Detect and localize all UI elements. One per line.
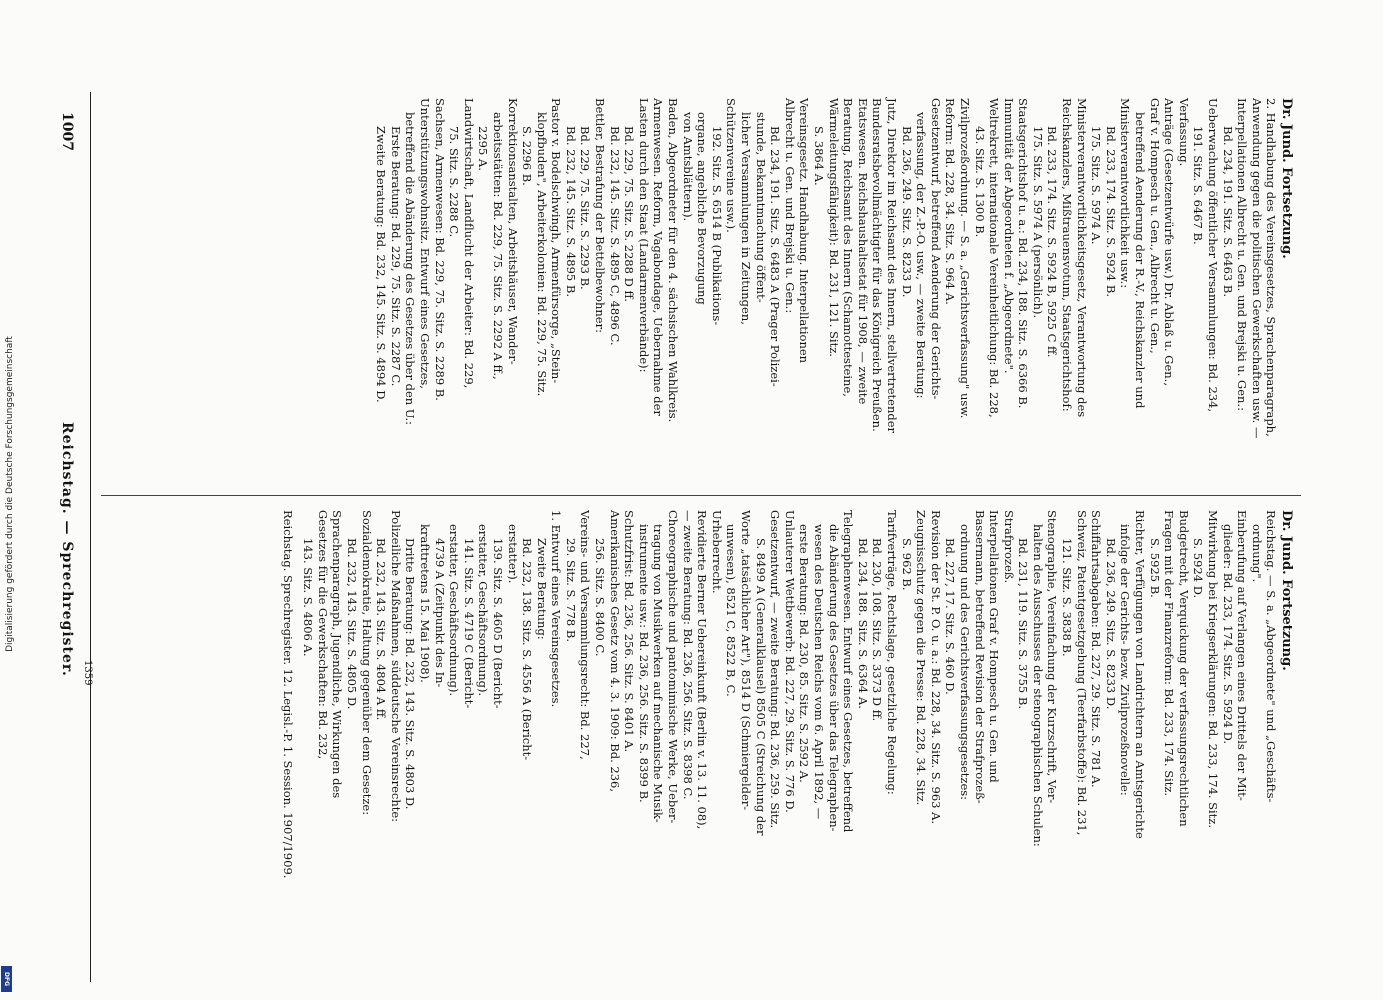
index-line: Gesetzentwurf, betreffend Aenderung der Gerichts-: [928, 98, 943, 400]
index-line: Interpellationen Albrecht u. Gen. und Brejski u. Gen.:: [1235, 98, 1250, 411]
index-line: erste Beratung: Bd. 230, 85. Sitz. S. 2592 A.: [797, 524, 812, 783]
index-line: Ministerverantwortlichkeitsgesetz, Verantwortung des: [1074, 98, 1089, 418]
index-line: instrumente usw.: Bd. 236, 256. Sitz. S. 8399 B.: [636, 524, 651, 803]
index-line: Bd. 229, 75. Sitz. S. 2288 D ff.: [622, 126, 637, 302]
index-line: Bd. 232, 143. Sitz. S. 4804 A ff.: [374, 538, 389, 721]
index-line: 1. Entwurf eines Vereinsgesetzes.: [549, 510, 564, 708]
index-line: 256. Sitz. S. 8400 C.: [593, 538, 608, 657]
running-head: Reichstag. — Sprechregister.: [59, 422, 75, 677]
index-line: Lasten durch den Staat (Landarmenverbände):: [636, 98, 651, 373]
index-line: stunde, Bekanntmachung öffent-: [753, 112, 768, 303]
index-line: S. 3864 A.: [812, 126, 826, 186]
index-line: infolge der Gerichts- bezw. Zivilprozeßnovelle:: [1118, 524, 1133, 796]
index-line: Dritte Beratung: Bd. 232, 143. Sitz. S. 4803 D.: [403, 538, 418, 810]
index-line: Zivilprozeßordnung. — S. a. „Gerichtsverfassung" usw.: [957, 98, 972, 419]
index-line: krafttretens 15. Mai 1908).: [417, 524, 432, 683]
index-line: Gesetzentwurf, — zweite Beratung: Bd. 236, 259. Sitz.: [768, 510, 783, 829]
left-column: [374, 98, 1293, 488]
index-line: 141. Sitz. S. 4719 C (Bericht-: [461, 538, 476, 709]
index-line: Worte „tatsächlicher Art"), 8514 D (Schmiergelder-: [739, 510, 754, 811]
index-line: Beratung, Reichsamt des Innern (Schamottesteine,: [841, 98, 856, 397]
index-line: Bd. 232, 145. Sitz. S. 4895 B.: [563, 126, 578, 298]
index-line: Zweite Beratung:: [534, 538, 549, 640]
index-line: Vereins- und Versammlungsrecht: Bd. 227,: [578, 510, 593, 760]
index-line: Weltrekrett, internationale Vereinheitlichung: Bd. 228,: [987, 98, 1002, 418]
index-line: Ueberwachung öffentlicher Versammlungen: Bd. 234,: [1206, 98, 1221, 413]
left-column-entries: [374, 98, 1279, 488]
index-line: Bd. 229, 75. Sitz. S. 2293 B.: [578, 126, 593, 290]
index-line: Einberufung auf Verlangen eines Drittels der Mit-: [1235, 510, 1250, 801]
index-line: erstatter, Geschäftsordnung).: [476, 524, 491, 697]
index-line: Staatsgerichtshof u. a.: Bd. 234, 188. Sitz. S. 6366 B.: [1016, 98, 1031, 409]
index-line: organe, angebliche Bevorzugung: [695, 112, 710, 305]
index-line: tragung von Musikwerken auf mechanische Musik-: [651, 524, 666, 823]
index-line: Zweite Beratung: Bd. 232, 145. Sitz. S. 4894 D.: [374, 126, 389, 403]
index-line: betreffend Aenderung der R.-V., Reichskanzler und: [1133, 112, 1148, 409]
index-line: Verfassung.: [1176, 98, 1191, 167]
index-line: Mitwirkung bei Kriegserklärungen: Bd. 233, 174. Sitz.: [1206, 510, 1221, 828]
index-line: Vereinsgesetz. Handhabung. Interpellationen: [797, 98, 812, 364]
index-line: erstatter, Geschäftsordnung).: [447, 524, 462, 697]
index-line: Bd. 227, 17. Sitz. S. 460 D.: [943, 538, 958, 695]
index-line: Bd. 231, 119. Sitz. S. 3755 B.: [1016, 538, 1031, 710]
index-line: glieder: Bd. 233, 174. Sitz. S. 5924 D.: [1220, 524, 1235, 745]
index-line: Anwendung gegen die politischen Gewerkschaften usw. —: [1249, 98, 1264, 439]
index-line: — zweite Beratung: Bd. 236, 256. Sitz. S. 8398 C.: [680, 510, 695, 800]
index-line: S. 2296 B.: [520, 126, 535, 186]
index-line: Interpellationen Graf v. Hompesch u. Gen. und: [987, 510, 1002, 783]
index-line: Pastor v. Bodelschwingh, Armenfürsorge, „Stein-: [549, 98, 564, 384]
index-line: Bettler, Bestrafung der Bettelbewohner:: [593, 98, 608, 333]
index-line: Bd. 234, 191. Sitz. S. 6463 B.: [1220, 126, 1235, 298]
index-line: Fragen mit der Finanzreform: Bd. 233, 174. Sitz.: [1162, 510, 1177, 797]
index-line: Sozialdemokratie, Haltung gegenüber dem Gesetze:: [359, 510, 374, 816]
index-line: S. 5924 D.: [1191, 538, 1206, 599]
index-line: 29. Sitz. S. 778 B.: [563, 538, 578, 642]
page-header: [43, 92, 83, 982]
right-column-title: Dr. Jund. Fortsetzung.: [1279, 510, 1294, 671]
index-line: Reform: Bd. 228, 34. Sitz. S. 964 A.: [943, 98, 958, 305]
index-line: Bd. 236, 249. Sitz. S. 8233 D.: [1103, 538, 1118, 710]
index-line: ordnung und des Gerichtsverfassungsgesetzes:: [957, 524, 972, 801]
index-line: 2. Handhabung des Vereinsgesetzes, Sprachenparagraph,: [1264, 98, 1279, 437]
index-line: 192. Sitz. S. 6514 B (Publikations-: [709, 126, 724, 326]
column-divider: [101, 495, 1301, 496]
index-line: Erste Beratung: Bd. 229, 75. Sitz. S. 2287 C.: [388, 126, 403, 387]
index-line: Etatswesen. Reichshaushaltsetat für 1908, — zweite: [855, 98, 870, 405]
index-line: S. 962 B.: [899, 538, 914, 591]
header-rule: [90, 92, 91, 982]
index-line: arbeitsstätten: Bd. 229, 75. Sitz. S. 2292 A ff.,: [490, 112, 505, 380]
index-line: 143. Sitz. S. 4806 A.: [301, 538, 316, 657]
index-line: Bd. 234, 188. Sitz. S. 6364 A.: [855, 538, 870, 709]
dfg-logo: DFG: [1, 966, 12, 992]
index-line: 121. Sitz. S. 3838 B.: [1060, 538, 1075, 657]
index-line: Zeugnisschutz gegen die Presse: Bd. 228, 34. Sitz.: [914, 510, 929, 806]
index-line: Urheberrecht.: [709, 510, 724, 594]
index-line: Sachsen, Armenwesen: Bd. 229, 75. Sitz. S. 2289 B.: [432, 98, 447, 401]
index-line: Polizeiliche Maßnahmen, süddeutsche Vereinsrechte:: [388, 510, 403, 823]
index-line: 191. Sitz. S. 6467 B.: [1191, 126, 1206, 245]
digitization-note: Digitalisierung gefördert durch die Deutsche Forschungsgemeinschaft: [5, 336, 15, 652]
index-line: Bd. 233, 174. Sitz. S. 5924 B.: [1103, 126, 1118, 298]
index-line: Albrecht u. Gen. und Brejski u. Gen.:: [782, 98, 797, 314]
index-line: Amerikanisches Gesetz vom 4. 3. 1909: Bd. 236,: [607, 510, 622, 793]
index-line: Sprachenparagraph, Jugendliche, Wirkungen des: [330, 510, 345, 799]
index-line: Revision der St. P. O. u. a.: Bd. 228, 34. Sitz. S. 963 A.: [928, 510, 943, 825]
index-line: Bd. 236, 249. Sitz. S. 8233 D.: [899, 126, 914, 298]
index-line: Gesetzes für die Gewerkschaften: Bd. 232,: [315, 510, 330, 760]
index-line: Bd. 232, 138. Sitz. S. 4556 A (Bericht-: [520, 538, 535, 761]
index-line: Bd. 233, 174. Sitz. S. 5924 B, 5925 C ff.: [1045, 126, 1060, 358]
index-line: Immunität der Abgeordneten f. „Abgeordnete".: [1001, 98, 1016, 374]
index-line: Baden, Abgeordneter für den 4. sächsischen Wahlkreis.: [666, 98, 681, 423]
column-footer: Reichstag. Sprechregister. 12. Legisl.-P. 1. Session. 1907/1909.: [280, 510, 295, 879]
index-line: Schiffahrtsabgaben: Bd. 227, 29. Sitz. S. 781 A.: [1089, 510, 1104, 788]
index-line: Korrektionsanstalten, Arbeitshäuser, Wander-: [505, 98, 520, 365]
index-line: Schutzfrist: Bd. 236, 256. Sitz. S. 8401 A.: [622, 510, 637, 753]
index-line: unwesen), 8521 C, 8522 B, C.: [724, 524, 739, 697]
index-line: verfassung, der Z.-P.-O. usw., — zweite Beratung:: [914, 112, 929, 399]
index-line: ordnung".: [1249, 524, 1264, 583]
index-line: Graf v. Hompesch u. Gen., Albrecht u. Gen.,: [1147, 98, 1162, 354]
index-line: Bd. 234, 191. Sitz. S. 6483 A (Prager Polizei-: [768, 126, 783, 387]
index-line: Anträge (Gesetzentwürfe usw.) Dr. Ablaß u. Gen.,: [1162, 98, 1177, 386]
index-line: von Amtsblättern).: [680, 112, 695, 222]
index-line: Landwirtschaft, Landflucht der Arbeiter: Bd. 229,: [461, 98, 476, 389]
page-number: 1007: [59, 112, 75, 151]
index-line: klopfbuden", Arbeiterkolonien: Bd. 229, 75. Sitz.: [534, 112, 549, 397]
index-line: Bassermann, betreffend Revision der Strafprozeß-: [972, 510, 987, 804]
index-line: halten des Ausschusses der stenographischen Schulen:: [1030, 524, 1045, 847]
index-line: Unterstützungswohnsitz. Entwurf eines Gesetzes,: [417, 98, 432, 389]
index-line: 4739 A (Zeitpunkt des In-: [432, 538, 447, 688]
index-line: betreffend die Abänderung des Gesetzes über den U.:: [403, 112, 418, 426]
index-line: Bundesratsbevollmächtigter für das Königreich Preußen.: [870, 98, 885, 432]
index-line: Unlauterer Wettbewerb: Bd. 227, 29. Sitz. S. 776 D.: [782, 510, 797, 813]
index-line: Richter, Verfügungen von Landrichtern an Amtsgerichte: [1133, 510, 1148, 839]
index-line: wesen des Deutschen Reichs vom 6. April 1892, —: [812, 524, 826, 820]
right-column: [280, 510, 1293, 900]
index-line: Jutz, Direktor im Reichsamt des Innern, stellvertretender: [884, 98, 899, 434]
index-line: Bd. 232, 143. Sitz. S. 4805 D.: [345, 538, 359, 710]
index-line: Choreographische und pantomimische Werke, Ueber-: [666, 510, 681, 824]
index-line: Reichskanzlers, Mißtrauensvotum, Staatsgerichtshof:: [1060, 98, 1075, 412]
index-line: Telegraphenwesen. Entwurf eines Gesetzes, betreffend: [841, 510, 856, 833]
right-column-entries: [280, 510, 1278, 900]
index-line: 175. Sitz. S. 5974 A (persönlich).: [1030, 126, 1045, 319]
index-line: Schweiz, Patentgesetzgebung (Teerfarbstoffe): Bd. 231,: [1074, 510, 1089, 836]
index-line: 2295 A.: [476, 126, 491, 171]
bottom-page-number: 1359: [82, 660, 93, 686]
index-line: 43. Sitz. S. 1300 B.: [972, 126, 987, 238]
index-line: Armenwesen. Reform, Vagabondage, Uebernahme der: [651, 98, 666, 416]
index-line: erstatter).: [505, 524, 520, 584]
index-line: Bd. 232, 145. Sitz. S. 4895 C, 4896 C.: [607, 126, 622, 346]
index-line: Ministerverantwortlichkeit usw.:: [1118, 98, 1133, 289]
left-column-title: Dr. Jund. Fortsetzung.: [1279, 98, 1294, 259]
index-line: Budgetrecht, Verquickung der verfassungsrechtlichen: [1176, 510, 1191, 827]
index-line: Strafprozeß.: [1001, 510, 1016, 584]
index-line: S. 5925 B.: [1147, 538, 1162, 598]
index-line: Wärmeleitungsfähigkeit): Bd. 231, 121. Sitz.: [826, 98, 841, 357]
index-line: Revidierte Berner Uebereinkunft (Berlin v. 13. 11. 08),: [695, 510, 710, 830]
index-line: licher Versammlungen in Zeitungen,: [739, 112, 754, 325]
index-line: 139. Sitz. S. 4605 D (Bericht-: [490, 538, 505, 709]
index-line: 75. Sitz. S. 2288 C.: [447, 126, 462, 238]
index-line: Schützenvereine usw.).: [724, 98, 739, 233]
index-line: die Abänderung des Gesetzes über das Telegraphen-: [826, 524, 841, 832]
index-line: Reichstag. — S. a. „Abgeordnete" und „Geschäfts-: [1264, 510, 1279, 803]
index-line: Bd. 230, 108. Sitz. S. 3373 D ff.: [870, 538, 885, 722]
index-line: Stenographie, Vereinfachung der Kurzschrift, Ver-: [1045, 510, 1060, 804]
index-line: 175. Sitz. S. 5974 A.: [1089, 126, 1104, 245]
index-line: S. 8499 A (Generalklausel) 8505 C (Streichung der: [753, 538, 768, 836]
index-line: Tarifverträge, Rechtslage, gesetzliche Regelung:: [884, 510, 899, 795]
